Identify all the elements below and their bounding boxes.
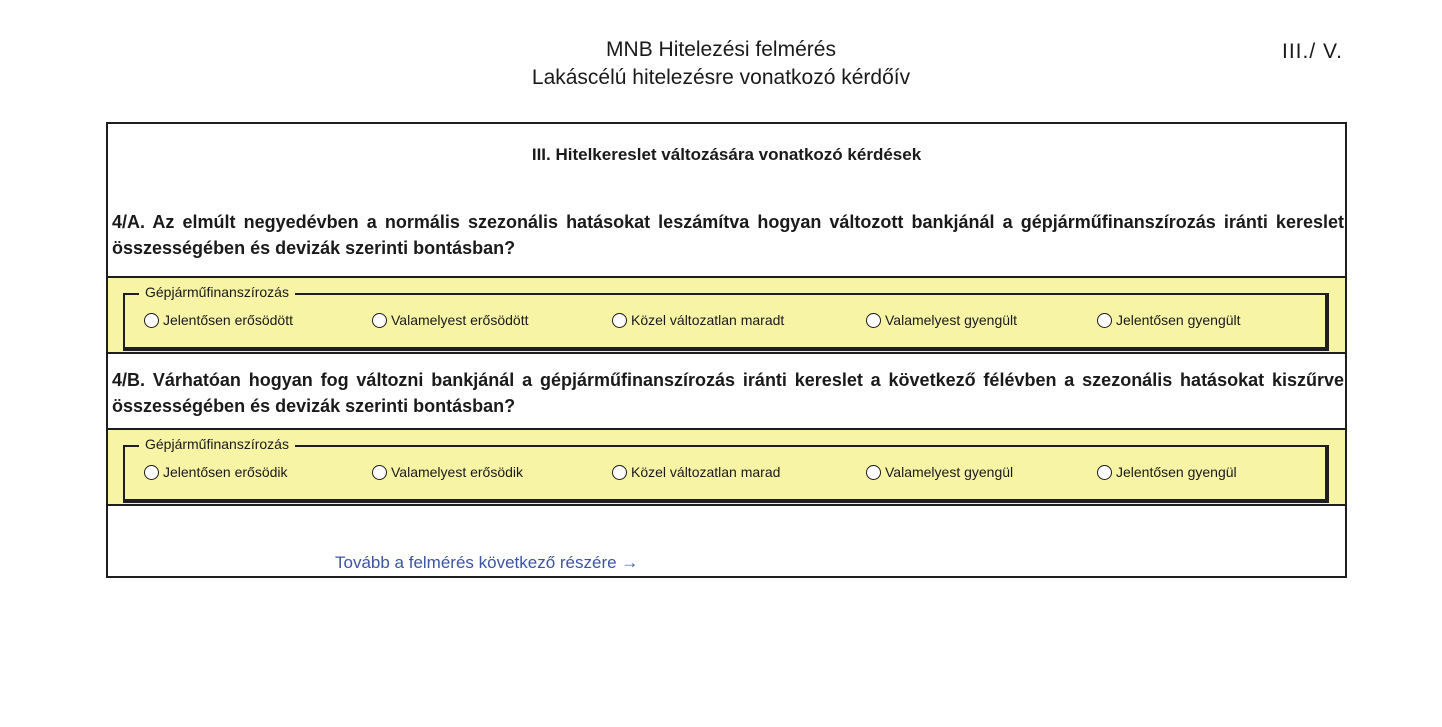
option-4a-2[interactable] [372,310,528,330]
answer-band-4b [108,428,1345,506]
survey-title: MNB Hitelezési felmérés [606,38,836,61]
option-label: Jelentősen gyengült [1116,312,1241,328]
question-4a: 4/A. Az elmúlt negyedévben a normális szezonális hatásokat leszámítva hogyan változott bankjánál a gépjárműfinanszírozás iránti kereslet összességében és devizák szerinti bontásban? [112,212,1344,258]
radio-button[interactable] [144,313,159,328]
option-4b-4[interactable] [866,462,1013,482]
option-label: Valamelyest gyengül [885,464,1014,480]
radio-group-4a [123,284,1329,351]
radio-button[interactable] [1097,465,1112,480]
option-4a-1[interactable] [144,310,293,330]
option-4b-3[interactable] [612,462,780,482]
radio-button[interactable] [866,465,881,480]
page-number: III./ V. [1282,40,1343,63]
next-section-link[interactable]: Tovább a felmérés következő részére → [335,553,639,572]
option-label: Jelentősen erősödött [163,312,293,328]
option-label: Jelentősen erősödik [163,464,288,480]
option-label: Valamelyest erősödik [391,464,524,480]
radio-button[interactable] [372,313,387,328]
option-label: Jelentősen gyengül [1116,464,1237,480]
radio-button[interactable] [1097,313,1112,328]
question-4b: 4/B. Várhatóan hogyan fog változni bankjánál a gépjárműfinanszírozás iránti kereslet a következő félévben a szezonális hatásokat kiszűrve összességében és devizák szerinti bontásban? [112,370,1344,416]
option-4b-2[interactable] [372,462,523,482]
survey-frame [106,122,1347,578]
option-label: Közel változatlan maradt [631,312,785,328]
option-4b-1[interactable] [144,462,288,482]
page-header [0,36,1442,92]
radio-button[interactable] [866,313,881,328]
radio-button[interactable] [612,313,627,328]
option-4a-4[interactable] [866,310,1017,330]
group-legend-4b: Gépjárműfinanszírozás [139,436,295,452]
option-4a-5[interactable] [1097,310,1241,330]
option-label: Valamelyest gyengült [885,312,1018,328]
answer-band-4a [108,276,1345,354]
radio-button[interactable] [372,465,387,480]
radio-button[interactable] [612,465,627,480]
survey-subtitle: Lakáscélú hitelezésre vonatkozó kérdőív [531,66,911,89]
option-label: Közel változatlan marad [631,464,781,480]
group-legend-4a: Gépjárműfinanszírozás [139,284,295,300]
option-label: Valamelyest erősödött [391,312,529,328]
radio-button[interactable] [144,465,159,480]
section-title: III. Hitelkereslet változására vonatkozó kérdések [531,145,922,164]
option-4b-5[interactable] [1097,462,1237,482]
radio-group-4b [123,436,1329,503]
option-4a-3[interactable] [612,310,784,330]
